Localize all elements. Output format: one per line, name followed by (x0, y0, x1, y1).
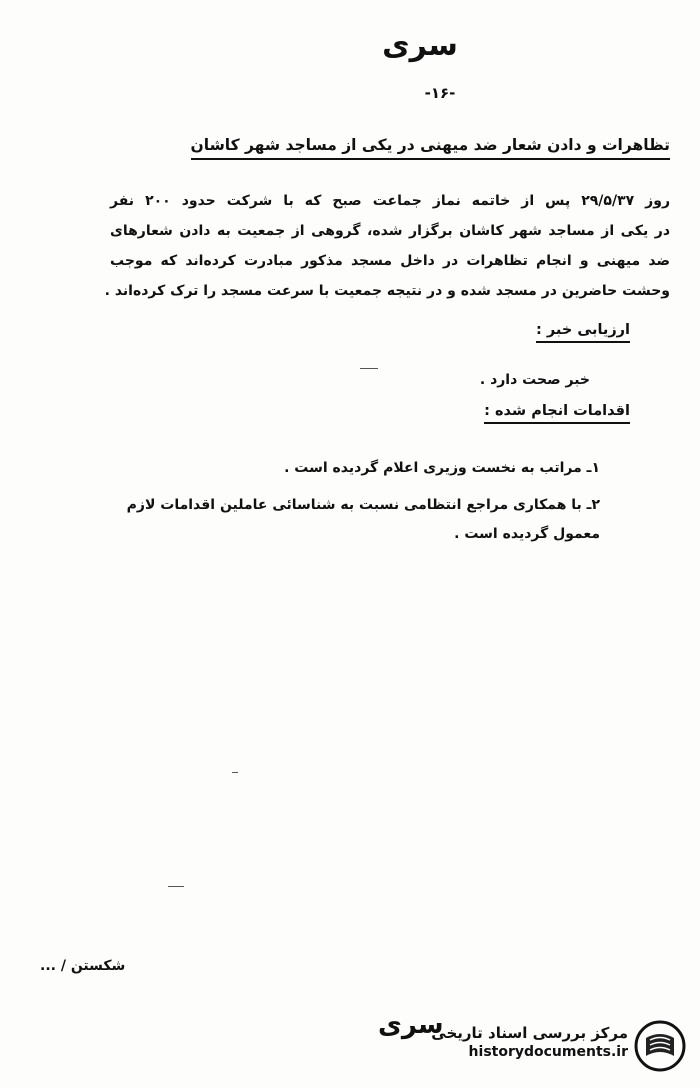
stray-mark (168, 886, 184, 887)
evaluation-text: خبر صحت دارد . (479, 372, 590, 388)
book-emblem-icon (634, 1020, 686, 1072)
report-line: ضد میهنی و انجام تظاهرات در داخل مسجد مذکور مبادرت کرده‌اند که موجب (110, 253, 670, 269)
classification-footer: سری (378, 1010, 444, 1040)
report-body (104, 186, 670, 306)
page-number: -۱۶- (424, 84, 456, 102)
report-line: وحشت حاضرین در مسجد شده و در نتیجه جمعیت با سرعت مسجد را ترک کرده‌اند . (104, 283, 670, 299)
evaluation-heading: ارزیابی خبر : (536, 322, 630, 343)
watermark-url: historydocuments.ir (468, 1044, 628, 1060)
actions-heading: اقدامات انجام شده : (484, 403, 630, 424)
watermark (431, 1024, 628, 1060)
report-line: روز ۲۹/۵/۳۷ پس از خاتمه نماز جماعت صبح که با شرکت حدود ۲۰۰ نفر (110, 193, 670, 209)
document-title: تظاهرات و دادن شعار ضد میهنی در یکی از مساجد شهر کاشان (191, 136, 670, 160)
signature-line: شکستن / ... (40, 958, 126, 974)
watermark-name: مرکز بررسی اسناد تاریخی (431, 1024, 628, 1042)
action-item-2: ۲ـ با همکاری مراجع انتظامی نسبت به شناسائی عاملین اقدامات لازم (126, 497, 600, 513)
action-item-2-continued: معمول گردیده است . (454, 526, 600, 542)
stray-mark (232, 772, 238, 773)
report-line: در یکی از مساجد شهر کاشان برگزار شده، گروهی از جمعیت به دادن شعارهای (110, 223, 670, 239)
action-item-1: ۱ـ مراتب به نخست وزیری اعلام گردیده است . (284, 460, 600, 476)
stray-mark (360, 368, 378, 369)
classification-header: سری (382, 28, 458, 63)
